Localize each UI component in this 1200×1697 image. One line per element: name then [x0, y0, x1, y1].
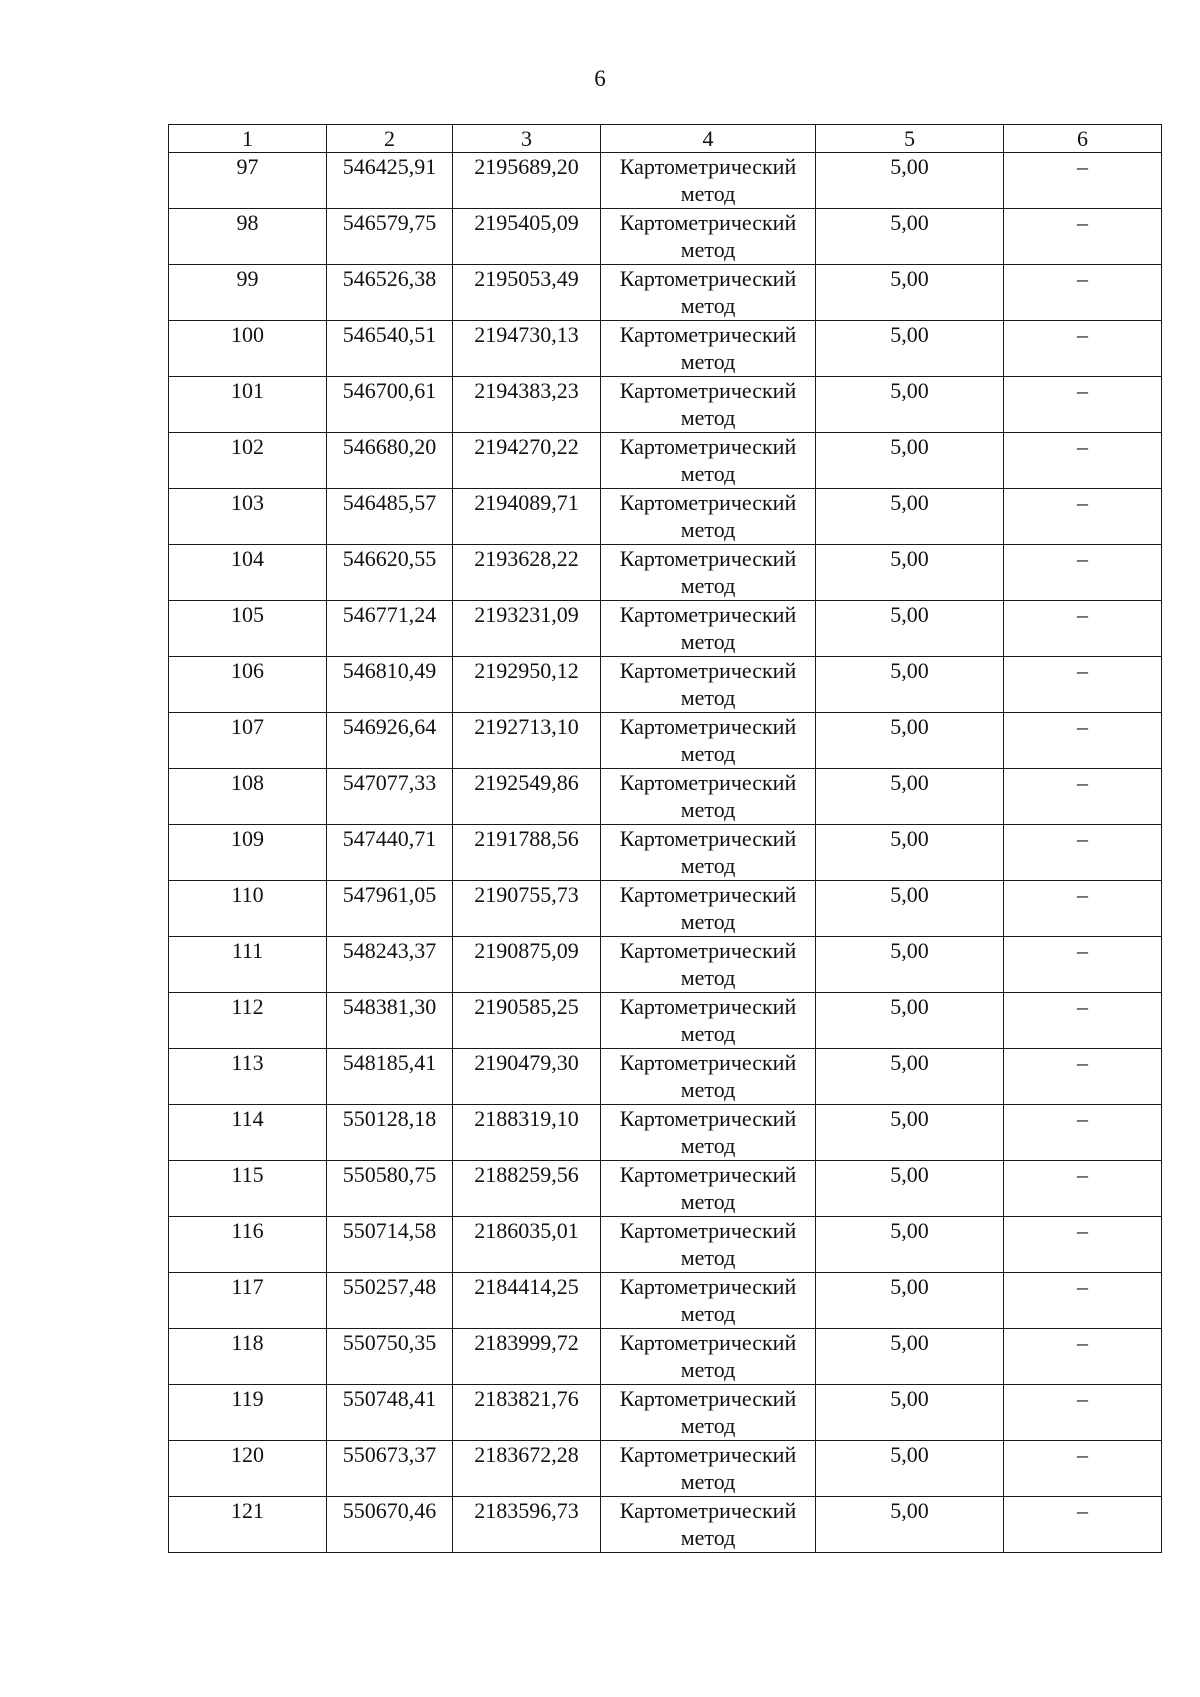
note-cell: – [1004, 1049, 1162, 1105]
table-row [169, 1161, 1162, 1217]
column-header-1: 1 [169, 125, 327, 153]
note-cell: – [1004, 881, 1162, 937]
point-number-cell: 101 [169, 377, 327, 433]
column-header-6: 6 [1004, 125, 1162, 153]
method-line-1: Картометрический [619, 1162, 797, 1187]
table-row [169, 209, 1162, 265]
method-cell [601, 881, 816, 937]
note-cell: – [1004, 769, 1162, 825]
accuracy-cell: 5,00 [816, 1497, 1004, 1553]
method-line-2: метод [680, 1133, 736, 1158]
point-number-cell: 112 [169, 993, 327, 1049]
accuracy-cell: 5,00 [816, 601, 1004, 657]
table-row [169, 153, 1162, 209]
accuracy-cell: 5,00 [816, 1105, 1004, 1161]
method-line-1: Картометрический [619, 154, 797, 179]
method-cell [601, 1217, 816, 1273]
method-line-2: метод [680, 293, 736, 318]
x-coordinate-cell: 546771,24 [327, 601, 453, 657]
method-line-2: метод [680, 1357, 736, 1382]
y-coordinate-cell: 2188319,10 [453, 1105, 601, 1161]
method-cell [601, 825, 816, 881]
method-line-2: метод [680, 1525, 736, 1550]
note-cell: – [1004, 1497, 1162, 1553]
note-cell: – [1004, 489, 1162, 545]
method-line-2: метод [680, 629, 736, 654]
method-line-1: Картометрический [619, 994, 797, 1019]
accuracy-cell: 5,00 [816, 1329, 1004, 1385]
y-coordinate-cell: 2193231,09 [453, 601, 601, 657]
y-coordinate-cell: 2183596,73 [453, 1497, 601, 1553]
point-number-cell: 97 [169, 153, 327, 209]
y-coordinate-cell: 2194089,71 [453, 489, 601, 545]
method-cell [601, 209, 816, 265]
table-row [169, 657, 1162, 713]
table-row [169, 1049, 1162, 1105]
method-line-2: метод [680, 965, 736, 990]
point-number-cell: 99 [169, 265, 327, 321]
x-coordinate-cell: 546680,20 [327, 433, 453, 489]
method-line-1: Картометрический [619, 490, 797, 515]
method-line-1: Картометрический [619, 1274, 797, 1299]
point-number-cell: 103 [169, 489, 327, 545]
header-row [169, 125, 1162, 153]
accuracy-cell: 5,00 [816, 209, 1004, 265]
point-number-cell: 119 [169, 1385, 327, 1441]
method-line-1: Картометрический [619, 378, 797, 403]
point-number-cell: 105 [169, 601, 327, 657]
y-coordinate-cell: 2194270,22 [453, 433, 601, 489]
method-cell [601, 1161, 816, 1217]
method-line-2: метод [680, 181, 736, 206]
method-cell [601, 1441, 816, 1497]
note-cell: – [1004, 1441, 1162, 1497]
note-cell: – [1004, 1385, 1162, 1441]
method-line-2: метод [680, 741, 736, 766]
table-row [169, 545, 1162, 601]
x-coordinate-cell: 546926,64 [327, 713, 453, 769]
table-header [169, 125, 1162, 153]
method-line-1: Картометрический [619, 1442, 797, 1467]
page-number: 6 [594, 66, 606, 91]
accuracy-cell: 5,00 [816, 881, 1004, 937]
table-row [169, 1273, 1162, 1329]
accuracy-cell: 5,00 [816, 1049, 1004, 1105]
method-cell [601, 545, 816, 601]
method-line-1: Картометрический [619, 714, 797, 739]
accuracy-cell: 5,00 [816, 937, 1004, 993]
coordinates-table [168, 124, 1162, 1553]
method-line-2: метод [680, 237, 736, 262]
y-coordinate-cell: 2195689,20 [453, 153, 601, 209]
y-coordinate-cell: 2184414,25 [453, 1273, 601, 1329]
method-cell [601, 1273, 816, 1329]
method-line-2: метод [680, 853, 736, 878]
table-row [169, 1329, 1162, 1385]
table-row [169, 825, 1162, 881]
note-cell: – [1004, 377, 1162, 433]
point-number-cell: 111 [169, 937, 327, 993]
method-line-2: метод [680, 573, 736, 598]
method-line-2: метод [680, 797, 736, 822]
method-line-1: Картометрический [619, 1218, 797, 1243]
method-cell [601, 321, 816, 377]
point-number-cell: 104 [169, 545, 327, 601]
note-cell: – [1004, 993, 1162, 1049]
y-coordinate-cell: 2192950,12 [453, 657, 601, 713]
table-row [169, 1441, 1162, 1497]
note-cell: – [1004, 153, 1162, 209]
y-coordinate-cell: 2183672,28 [453, 1441, 601, 1497]
accuracy-cell: 5,00 [816, 321, 1004, 377]
y-coordinate-cell: 2192549,86 [453, 769, 601, 825]
x-coordinate-cell: 548381,30 [327, 993, 453, 1049]
method-cell [601, 937, 816, 993]
accuracy-cell: 5,00 [816, 1217, 1004, 1273]
method-line-2: метод [680, 461, 736, 486]
x-coordinate-cell: 546540,51 [327, 321, 453, 377]
accuracy-cell: 5,00 [816, 377, 1004, 433]
method-cell [601, 769, 816, 825]
table-row [169, 321, 1162, 377]
note-cell: – [1004, 1105, 1162, 1161]
point-number-cell: 107 [169, 713, 327, 769]
x-coordinate-cell: 547077,33 [327, 769, 453, 825]
y-coordinate-cell: 2190585,25 [453, 993, 601, 1049]
table-row [169, 993, 1162, 1049]
method-line-1: Картометрический [619, 322, 797, 347]
table-row [169, 937, 1162, 993]
accuracy-cell: 5,00 [816, 657, 1004, 713]
accuracy-cell: 5,00 [816, 993, 1004, 1049]
method-cell [601, 153, 816, 209]
table-row [169, 713, 1162, 769]
x-coordinate-cell: 547961,05 [327, 881, 453, 937]
note-cell: – [1004, 657, 1162, 713]
x-coordinate-cell: 546485,57 [327, 489, 453, 545]
point-number-cell: 102 [169, 433, 327, 489]
x-coordinate-cell: 550257,48 [327, 1273, 453, 1329]
table-row [169, 601, 1162, 657]
accuracy-cell: 5,00 [816, 433, 1004, 489]
note-cell: – [1004, 601, 1162, 657]
method-line-2: метод [680, 1189, 736, 1214]
accuracy-cell: 5,00 [816, 153, 1004, 209]
point-number-cell: 115 [169, 1161, 327, 1217]
method-line-1: Картометрический [619, 1386, 797, 1411]
y-coordinate-cell: 2183821,76 [453, 1385, 601, 1441]
method-line-2: метод [680, 517, 736, 542]
accuracy-cell: 5,00 [816, 825, 1004, 881]
method-cell [601, 1105, 816, 1161]
y-coordinate-cell: 2190479,30 [453, 1049, 601, 1105]
method-line-2: метод [680, 1469, 736, 1494]
method-cell [601, 433, 816, 489]
note-cell: – [1004, 545, 1162, 601]
x-coordinate-cell: 546579,75 [327, 209, 453, 265]
table-row [169, 769, 1162, 825]
y-coordinate-cell: 2190755,73 [453, 881, 601, 937]
method-line-2: метод [680, 909, 736, 934]
point-number-cell: 118 [169, 1329, 327, 1385]
method-line-2: метод [680, 1413, 736, 1438]
table-row [169, 377, 1162, 433]
note-cell: – [1004, 1273, 1162, 1329]
point-number-cell: 117 [169, 1273, 327, 1329]
accuracy-cell: 5,00 [816, 1273, 1004, 1329]
method-cell [601, 601, 816, 657]
accuracy-cell: 5,00 [816, 265, 1004, 321]
method-line-1: Картометрический [619, 266, 797, 291]
method-line-2: метод [680, 1077, 736, 1102]
x-coordinate-cell: 550714,58 [327, 1217, 453, 1273]
table-row [169, 265, 1162, 321]
method-line-1: Картометрический [619, 770, 797, 795]
table-row [169, 881, 1162, 937]
method-cell [601, 1497, 816, 1553]
method-line-1: Картометрический [619, 1498, 797, 1523]
y-coordinate-cell: 2194730,13 [453, 321, 601, 377]
note-cell: – [1004, 433, 1162, 489]
method-line-2: метод [680, 1301, 736, 1326]
accuracy-cell: 5,00 [816, 1441, 1004, 1497]
accuracy-cell: 5,00 [816, 545, 1004, 601]
point-number-cell: 114 [169, 1105, 327, 1161]
table-row [169, 1105, 1162, 1161]
method-cell [601, 489, 816, 545]
method-cell [601, 1385, 816, 1441]
point-number-cell: 116 [169, 1217, 327, 1273]
point-number-cell: 100 [169, 321, 327, 377]
y-coordinate-cell: 2192713,10 [453, 713, 601, 769]
method-cell [601, 377, 816, 433]
method-line-1: Картометрический [619, 882, 797, 907]
y-coordinate-cell: 2183999,72 [453, 1329, 601, 1385]
method-line-1: Картометрический [619, 1050, 797, 1075]
method-cell [601, 993, 816, 1049]
y-coordinate-cell: 2193628,22 [453, 545, 601, 601]
method-cell [601, 1329, 816, 1385]
method-line-2: метод [680, 1021, 736, 1046]
point-number-cell: 106 [169, 657, 327, 713]
method-line-2: метод [680, 405, 736, 430]
x-coordinate-cell: 550128,18 [327, 1105, 453, 1161]
point-number-cell: 109 [169, 825, 327, 881]
column-header-2: 2 [327, 125, 453, 153]
x-coordinate-cell: 547440,71 [327, 825, 453, 881]
table-body [169, 153, 1162, 1553]
y-coordinate-cell: 2194383,23 [453, 377, 601, 433]
y-coordinate-cell: 2188259,56 [453, 1161, 601, 1217]
table-row [169, 1385, 1162, 1441]
column-header-3: 3 [453, 125, 601, 153]
note-cell: – [1004, 825, 1162, 881]
column-header-5: 5 [816, 125, 1004, 153]
method-line-2: метод [680, 685, 736, 710]
x-coordinate-cell: 546425,91 [327, 153, 453, 209]
accuracy-cell: 5,00 [816, 713, 1004, 769]
x-coordinate-cell: 550750,35 [327, 1329, 453, 1385]
method-line-1: Картометрический [619, 602, 797, 627]
x-coordinate-cell: 546700,61 [327, 377, 453, 433]
x-coordinate-cell: 546810,49 [327, 657, 453, 713]
accuracy-cell: 5,00 [816, 1161, 1004, 1217]
method-line-2: метод [680, 1245, 736, 1270]
x-coordinate-cell: 546620,55 [327, 545, 453, 601]
point-number-cell: 113 [169, 1049, 327, 1105]
method-cell [601, 657, 816, 713]
accuracy-cell: 5,00 [816, 1385, 1004, 1441]
note-cell: – [1004, 1161, 1162, 1217]
method-line-1: Картометрический [619, 938, 797, 963]
y-coordinate-cell: 2191788,56 [453, 825, 601, 881]
note-cell: – [1004, 713, 1162, 769]
x-coordinate-cell: 550670,46 [327, 1497, 453, 1553]
point-number-cell: 110 [169, 881, 327, 937]
note-cell: – [1004, 209, 1162, 265]
method-line-1: Картометрический [619, 1330, 797, 1355]
column-header-4: 4 [601, 125, 816, 153]
x-coordinate-cell: 550580,75 [327, 1161, 453, 1217]
y-coordinate-cell: 2195053,49 [453, 265, 601, 321]
note-cell: – [1004, 1217, 1162, 1273]
table-row [169, 1217, 1162, 1273]
x-coordinate-cell: 550748,41 [327, 1385, 453, 1441]
x-coordinate-cell: 546526,38 [327, 265, 453, 321]
note-cell: – [1004, 321, 1162, 377]
point-number-cell: 120 [169, 1441, 327, 1497]
method-cell [601, 1049, 816, 1105]
accuracy-cell: 5,00 [816, 489, 1004, 545]
accuracy-cell: 5,00 [816, 769, 1004, 825]
y-coordinate-cell: 2190875,09 [453, 937, 601, 993]
y-coordinate-cell: 2186035,01 [453, 1217, 601, 1273]
note-cell: – [1004, 937, 1162, 993]
table-row [169, 433, 1162, 489]
point-number-cell: 98 [169, 209, 327, 265]
point-number-cell: 108 [169, 769, 327, 825]
x-coordinate-cell: 548243,37 [327, 937, 453, 993]
method-line-1: Картометрический [619, 434, 797, 459]
method-cell [601, 713, 816, 769]
y-coordinate-cell: 2195405,09 [453, 209, 601, 265]
method-line-1: Картометрический [619, 826, 797, 851]
method-line-1: Картометрический [619, 658, 797, 683]
note-cell: – [1004, 265, 1162, 321]
method-line-1: Картометрический [619, 546, 797, 571]
method-line-2: метод [680, 349, 736, 374]
method-cell [601, 265, 816, 321]
method-line-1: Картометрический [619, 1106, 797, 1131]
note-cell: – [1004, 1329, 1162, 1385]
table-row [169, 489, 1162, 545]
x-coordinate-cell: 548185,41 [327, 1049, 453, 1105]
method-line-1: Картометрический [619, 210, 797, 235]
point-number-cell: 121 [169, 1497, 327, 1553]
x-coordinate-cell: 550673,37 [327, 1441, 453, 1497]
table-row [169, 1497, 1162, 1553]
